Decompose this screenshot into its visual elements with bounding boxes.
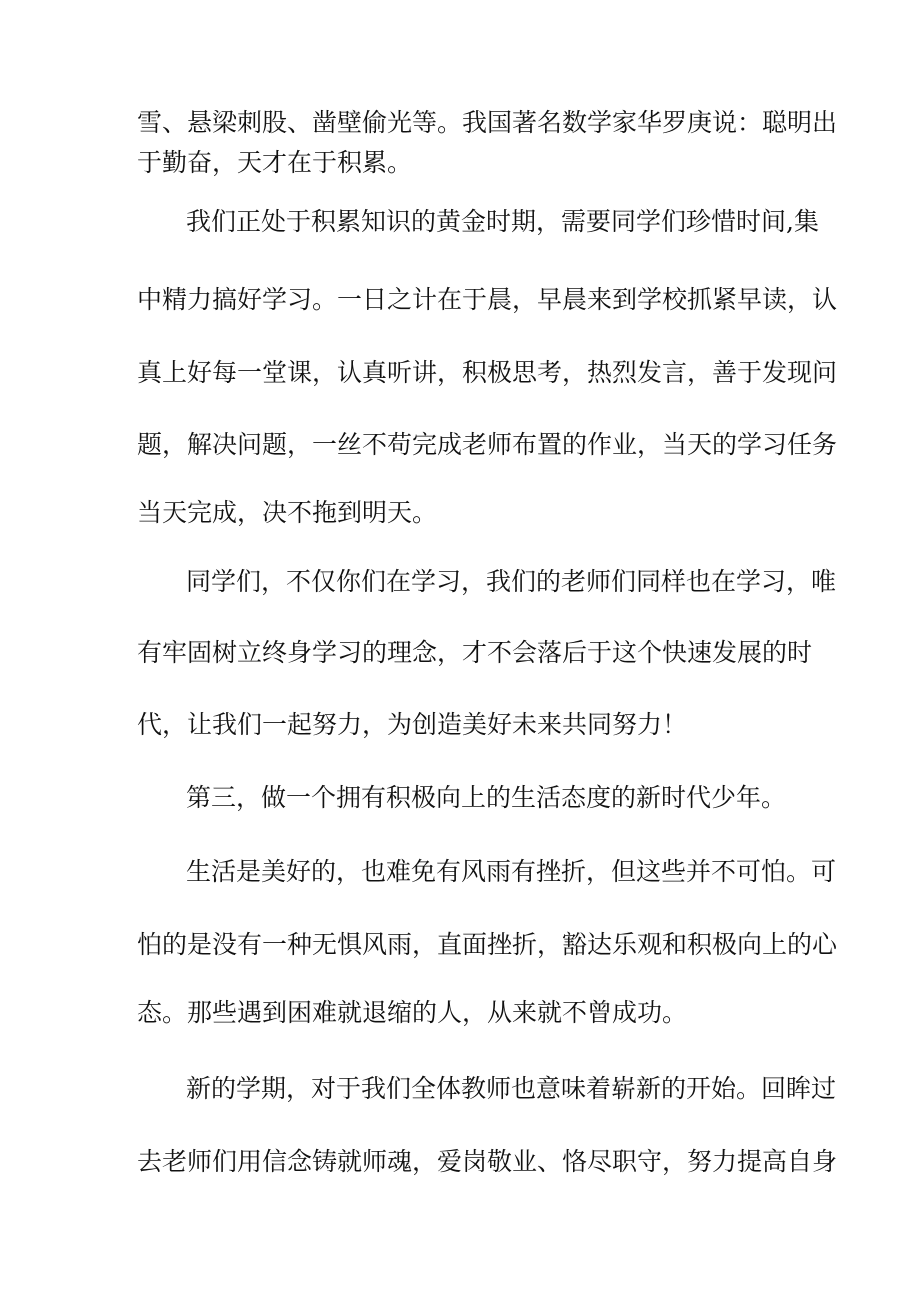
text-line: 第三，做一个拥有积极向上的生活态度的新时代少年。: [186, 783, 787, 812]
text-line: 同学们，不仅你们在学习，我们的老师们同样也在学习，唯: [186, 567, 837, 596]
text-line: 有牢固树立终身学习的理念，才不会落后于这个快速发展的时: [137, 638, 813, 667]
text-line: 中精力搞好学习。一日之计在于晨，早晨来到学校抓紧早读，认: [137, 285, 838, 314]
text-line: 真上好每一堂课，认真听讲，积极思考，热烈发言，善于发现问: [137, 358, 838, 387]
text-line: 题，解决问题，一丝不苟完成老师布置的作业，当天的学习任务: [137, 430, 838, 459]
text-line: 于勤奋，天才在于积累。: [137, 148, 413, 177]
text-line: 雪、悬梁刺股、凿壁偷光等。我国著名数学家华罗庚说：聪明出: [137, 108, 838, 137]
text-line: 我们正处于积累知识的黄金时期，需要同学们珍惜时间,集: [186, 207, 819, 236]
text-line: 怕的是没有一种无惧风雨，直面挫折，豁达乐观和积极向上的心: [137, 930, 838, 959]
text-line: 去老师们用信念铸就师魂，爱岗敬业、恪尽职守，努力提高自身: [137, 1147, 838, 1176]
text-line: 新的学期，对于我们全体教师也意味着崭新的开始。回眸过: [186, 1074, 837, 1103]
text-line: 当天完成，决不拖到明天。: [137, 498, 438, 527]
text-line: 态。那些遇到困难就退缩的人，从来就不曾成功。: [137, 998, 688, 1027]
text-line: 代，让我们一起努力，为创造美好未来共同努力！: [137, 710, 688, 739]
text-line: 生活是美好的，也难免有风雨有挫折，但这些并不可怕。可: [186, 857, 837, 886]
